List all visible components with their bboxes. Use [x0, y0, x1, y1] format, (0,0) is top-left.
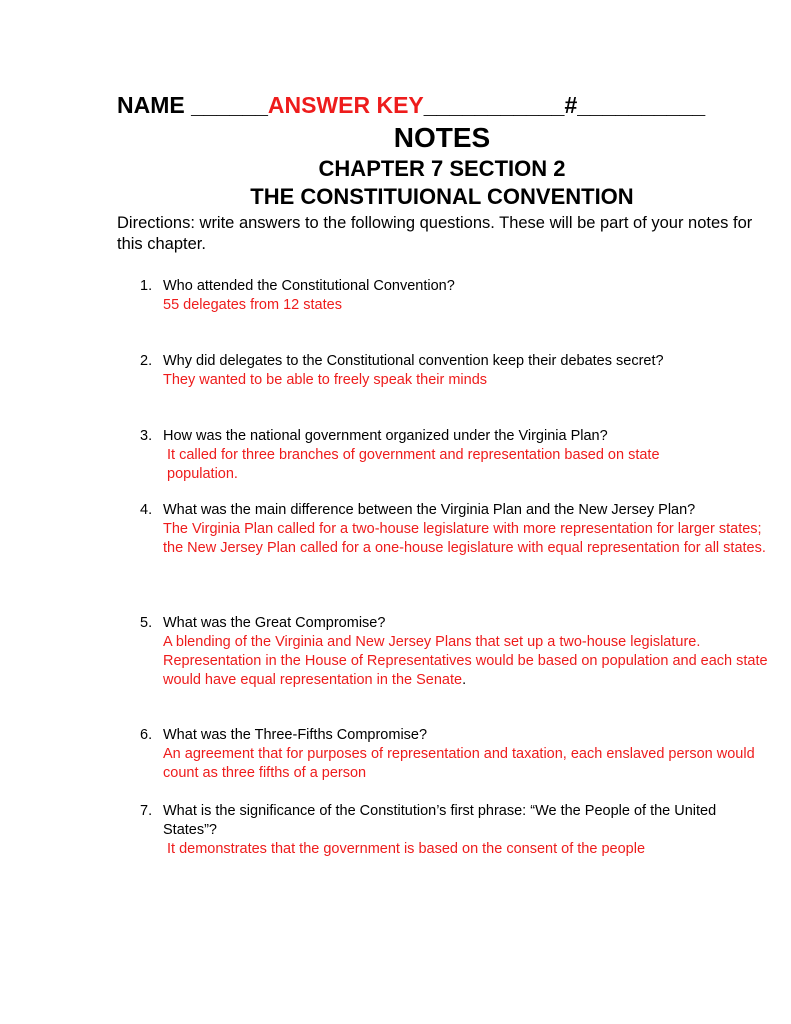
- question-text: What was the Great Compromise?: [163, 615, 386, 631]
- notes-title: NOTES: [393, 122, 491, 153]
- question-number: 2.: [140, 353, 153, 369]
- question-number: 5.: [140, 615, 153, 631]
- question-text: What is the significance of the Constitution’s first phrase: “We the People of the United States”?: [163, 803, 717, 838]
- question-item-7: [140, 802, 780, 859]
- question-text: How was the national government organized under the Virginia Plan?: [163, 428, 608, 444]
- name-label: NAME ______: [117, 92, 268, 118]
- question-text: Why did delegates to the Constitutional convention keep their debates secret?: [163, 353, 664, 369]
- answer-text: They wanted to be able to freely speak their minds: [163, 372, 488, 388]
- chapter-title: CHAPTER 7 SECTION 2: [318, 156, 566, 181]
- question-number: 4.: [140, 502, 153, 518]
- question-item-3: [140, 427, 780, 484]
- section-title: THE CONSTITUIONAL CONVENTION: [250, 184, 634, 209]
- answer-text: [163, 633, 777, 690]
- question-number: 1.: [140, 278, 153, 294]
- question-item-5: [140, 614, 780, 690]
- answer-text: It demonstrates that the government is based on the consent of the people: [167, 841, 646, 857]
- question-number: 6.: [140, 727, 153, 743]
- question-item-6: [140, 726, 780, 783]
- question-text: What was the main difference between the Virginia Plan and the New Jersey Plan?: [163, 502, 696, 518]
- question-number: 3.: [140, 428, 153, 444]
- answer-text: 55 delegates from 12 states: [163, 297, 342, 313]
- question-text: Who attended the Constitutional Convention?: [163, 278, 455, 294]
- name-line: [117, 92, 705, 119]
- answer-text: It called for three branches of government and representation based on state population.: [167, 447, 660, 482]
- answer-key-label: ANSWER KEY: [267, 92, 424, 118]
- name-suffix: ___________#__________: [423, 92, 706, 118]
- question-item-1: [140, 277, 780, 315]
- directions-text: Directions: write answers to the following questions. These will be part of your notes for this chapter.: [117, 214, 753, 253]
- question-number: 7.: [140, 803, 153, 819]
- answer-body: A blending of the Virginia and New Jersey Plans that set up a two-house legislature. Representation in the House of Representatives would be based on population and each state would have equal representation in the Senate: [163, 634, 768, 688]
- answer-text: An agreement that for purposes of representation and taxation, each enslaved person would count as three fifths of a person: [163, 746, 755, 781]
- question-item-2: [140, 352, 780, 390]
- answer-text: The Virginia Plan called for a two-house legislature with more representation for larger states; the New Jersey Plan called for a one-house legislature with equal representation for all states.: [163, 521, 766, 556]
- question-item-4: [140, 501, 780, 558]
- answer-period: .: [462, 672, 467, 688]
- question-text: What was the Three-Fifths Compromise?: [163, 727, 428, 743]
